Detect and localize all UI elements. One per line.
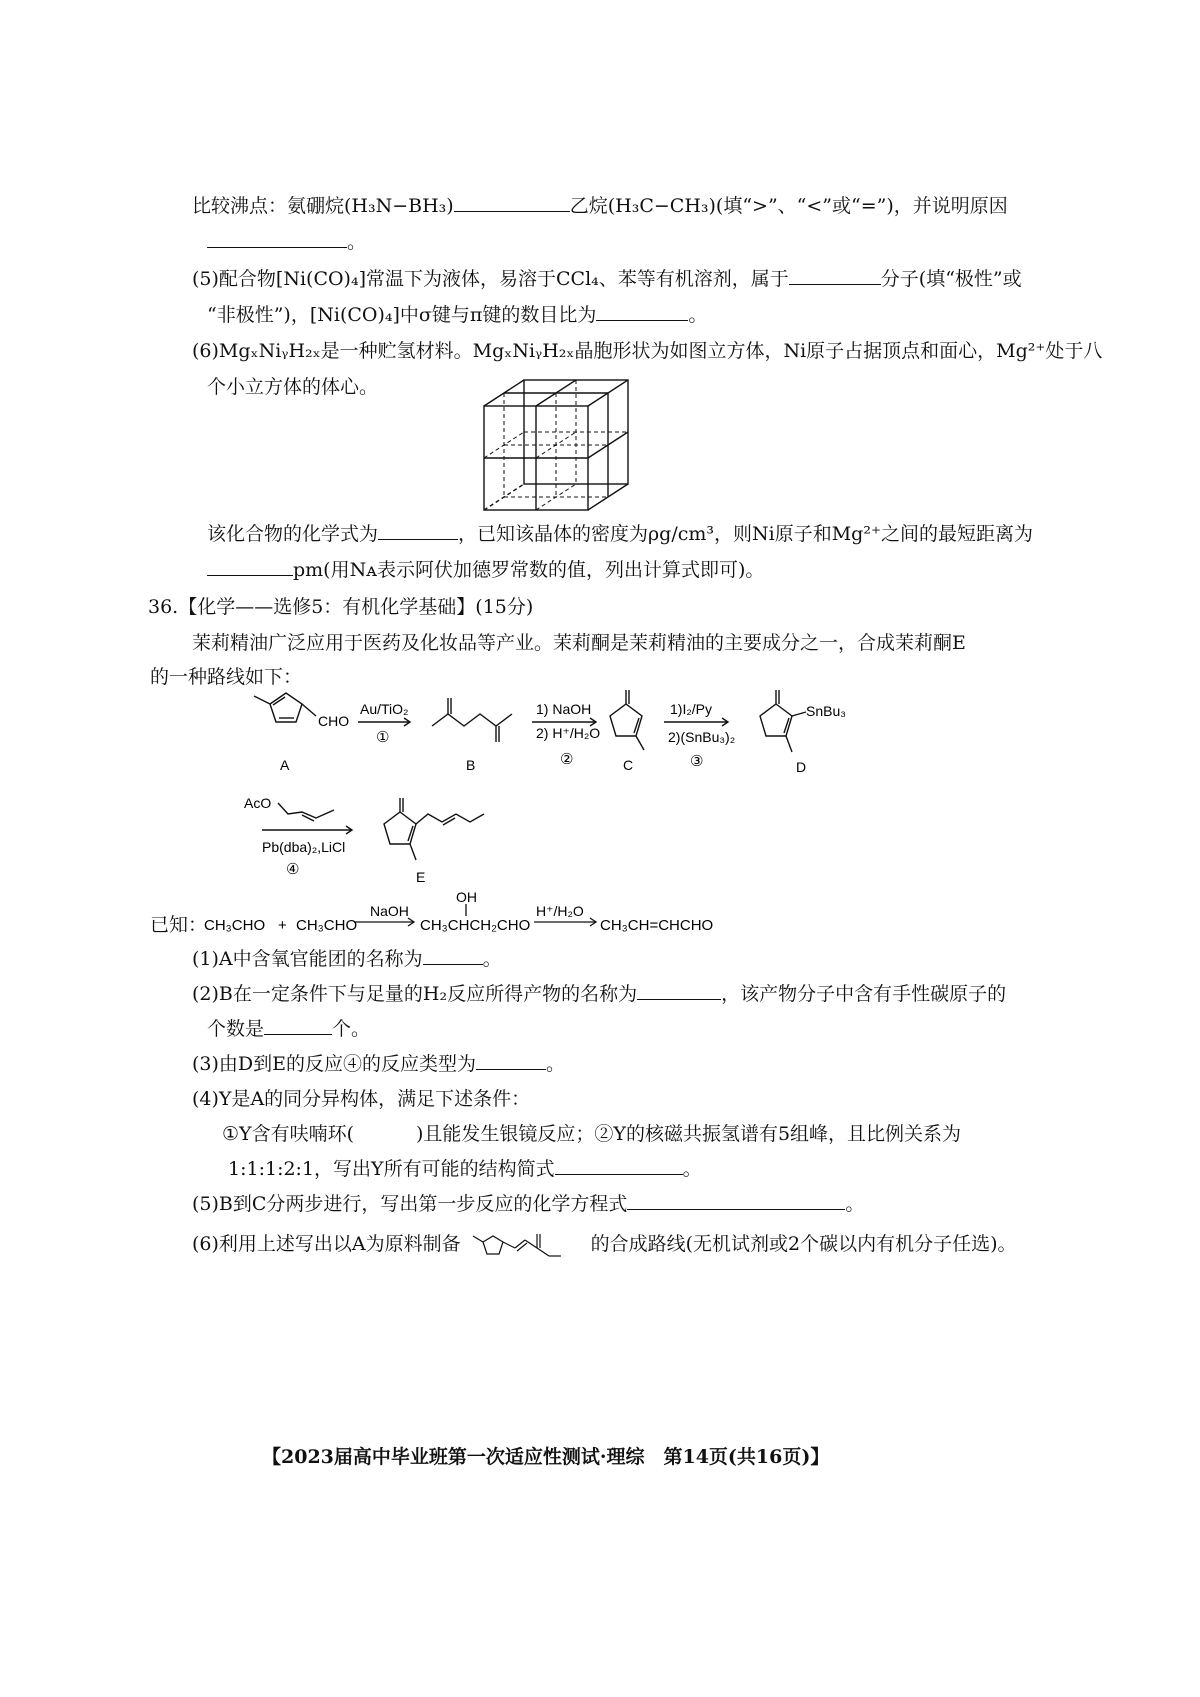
q36-sub-6: (6)利用上述写出以A为原料制备 的合成路线(无机试剂或2个碳以内有机分子任选)。: [192, 1228, 1017, 1262]
step1-reagent: Au/TiO₂: [360, 701, 409, 717]
cho-group-label: CHO: [318, 713, 350, 729]
answer-blank[interactable]: [555, 1156, 683, 1175]
known-oh: OH: [456, 889, 477, 905]
q36-sub-4-line-2: ①Y含有呋喃环( )且能发生银镜反应；②Y的核磁共振氢谱有5组峰，且比例关系为: [222, 1123, 962, 1145]
aco-label: AcO: [244, 795, 272, 811]
synthesis-scheme-row-2: [240, 790, 540, 886]
q36-sub-2-line-1: (2)B在一定条件下与足量的H₂反应所得产物的名称为 ，该产物分子中含有手性碳原子的: [192, 983, 1007, 1005]
answer-blank[interactable]: [207, 557, 293, 576]
boil-line-2: 。: [207, 229, 366, 255]
boil-line-1: 比较沸点：氨硼烷(H₃N−BH₃) 乙烷(H₃C−CH₃)(填“>”、“<”或“=”)，并说明原因: [192, 195, 1008, 217]
page-footer: 【2023届高中毕业班第一次适应性测试·理综 第14页(共16页)】: [262, 1446, 830, 1468]
answer-blank[interactable]: [476, 1051, 546, 1070]
known-reaction: [204, 888, 744, 940]
step2-reagent-top: 1) NaOH: [536, 701, 592, 717]
step3-number: ③: [690, 753, 704, 770]
known-reactant-1: CH₃CHO: [204, 917, 266, 934]
compound-label-e: E: [416, 869, 426, 885]
q36-sub-4-line-1: (4)Y是A的同分异构体，满足下述条件：: [192, 1088, 531, 1110]
known-label: 已知：: [150, 914, 208, 936]
answer-blank[interactable]: [596, 302, 688, 321]
known-cond-2: H⁺/H₂O: [536, 903, 584, 919]
known-intermediate: CH₃CHCH₂CHO: [420, 917, 531, 934]
answer-blank[interactable]: [423, 946, 483, 965]
step4-number: ④: [286, 861, 300, 878]
step2-reagent-bottom: 2) H⁺/H₂O: [536, 725, 601, 741]
known-reactant-2: CH₃CHO: [296, 917, 358, 934]
compound-label-c: C: [623, 757, 634, 773]
q35-part6-line-4: pm(用Nᴀ表示阿伏加德罗常数的值，列出计算式即可)。: [207, 557, 764, 583]
q35-part5-line-2: “非极性”)，[Ni(CO)₄]中σ键与π键的数目比为 。: [207, 304, 708, 326]
step1-number: ①: [376, 729, 390, 746]
answer-blank[interactable]: [789, 266, 881, 285]
known-product: CH₃CH=CHCHO: [600, 917, 714, 934]
step3-reagent-top: 1)I₂/Py: [670, 701, 712, 717]
answer-blank[interactable]: [378, 521, 458, 540]
compound-label-b: B: [466, 757, 476, 773]
compound-label-d: D: [796, 759, 807, 775]
step3-reagent-bottom: 2)(SnBu₃)₂: [668, 729, 736, 745]
answer-blank[interactable]: [264, 1016, 332, 1035]
known-plus: +: [278, 917, 287, 934]
step2-number: ②: [560, 751, 574, 768]
q36-sub-5: (5)B到C分两步进行，写出第一步反应的化学方程式 。: [192, 1193, 865, 1215]
q35-part6-line-1: (6)MgₓNiᵧH₂ₓ是一种贮氢材料。MgₓNiᵧH₂ₓ晶胞形状为如图立方体，Ni原子占据顶点和面心，Mg²⁺处于八: [192, 340, 1103, 362]
step4-reagent: Pb(dba)₂,LiCl: [262, 839, 346, 855]
q36-title: 36.【化学——选修5：有机化学基础】(15分): [148, 596, 534, 618]
crystal-cell-figure: [472, 378, 642, 518]
q36-sub-4-line-3: 1:1:1:2:1，写出Y所有可能的结构简式 。: [228, 1158, 702, 1180]
q36-sub-3: (3)由D到E的反应④的反应类型为 。: [192, 1053, 566, 1075]
answer-blank[interactable]: [637, 981, 721, 1000]
q36-intro-2: 的一种路线如下：: [150, 666, 303, 688]
target-molecule-structure: [467, 1228, 585, 1262]
q35-part6-line-3: 该化合物的化学式为 ，已知该晶体的密度为ρg/cm³，则Ni原子和Mg²⁺之间的最短距离为: [207, 523, 1033, 545]
q36-sub-1: (1)A中含氧官能团的名称为 。: [192, 948, 502, 970]
snbu3-label: SnBu₃: [806, 703, 846, 719]
synthesis-scheme-row-1: [240, 676, 880, 794]
q35-part6-line-2: 个小立方体的体心。: [207, 376, 379, 398]
answer-blank[interactable]: [627, 1191, 845, 1210]
q36-sub-2-line-2: 个数是 个。: [207, 1018, 371, 1040]
answer-blank[interactable]: [454, 193, 570, 212]
q36-intro-1: 茉莉精油广泛应用于医药及化妆品等产业。茉莉酮是茉莉精油的主要成分之一，合成茉莉酮E: [192, 632, 966, 654]
answer-blank[interactable]: [207, 229, 347, 248]
compound-label-a: A: [280, 757, 290, 773]
q35-part5-line-1: (5)配合物[Ni(CO)₄]常温下为液体，易溶于CCl₄、苯等有机溶剂，属于 分子(填“极性”或: [192, 268, 1022, 290]
known-cond-1: NaOH: [370, 903, 409, 919]
